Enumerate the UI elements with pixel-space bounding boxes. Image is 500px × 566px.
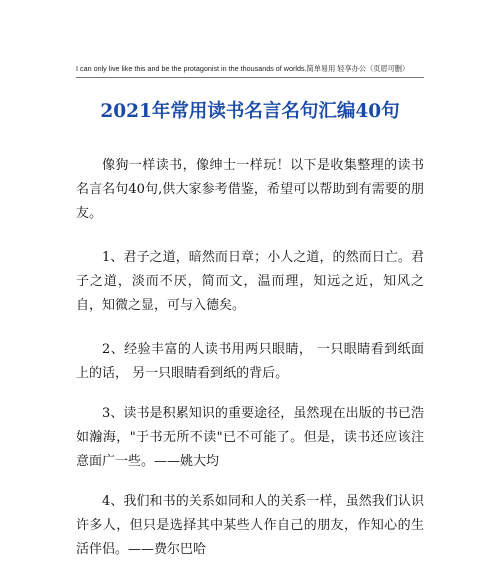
page-header: I can only live like this and be the protagonist in the thousands of worlds.简单易用 轻享办公（页眉可删） [76,64,410,73]
intro-paragraph: 像狗一样读书，像绅士一样玩！以下是收集整理的读书名言名句40句,供大家参考借鉴，希望可以帮助到有需要的朋友。 [76,158,424,221]
header-divider [76,77,424,78]
quote-paragraph-4: 4、我们和书的关系如同和人的关系一样，虽然我们认识许多人，但只是选择其中某些人作自己的朋友，作知心的生活伴侣。——费尔巴哈 [76,494,424,557]
quote-paragraph-3: 3、读书是积累知识的重要途径，虽然现在出版的书已浩如瀚海，"于书无所不读"已不可能了。但是，读书还应该注意面广一些。——姚大均 [76,406,424,469]
quote-paragraph-1: 1、君子之道，暗然而日章；小人之道，的然而日亡。君子之道，淡而不厌，简而文，温而理，知远之近，知风之自，知微之显，可与入德矣。 [76,250,424,313]
document-title: 2021年常用读书名言名句汇编40句 [100,101,400,122]
quote-paragraph-2: 2、经验丰富的人读书用两只眼睛， 一只眼睛看到纸面上的话， 另一只眼睛看到纸的背后。 [76,342,424,381]
